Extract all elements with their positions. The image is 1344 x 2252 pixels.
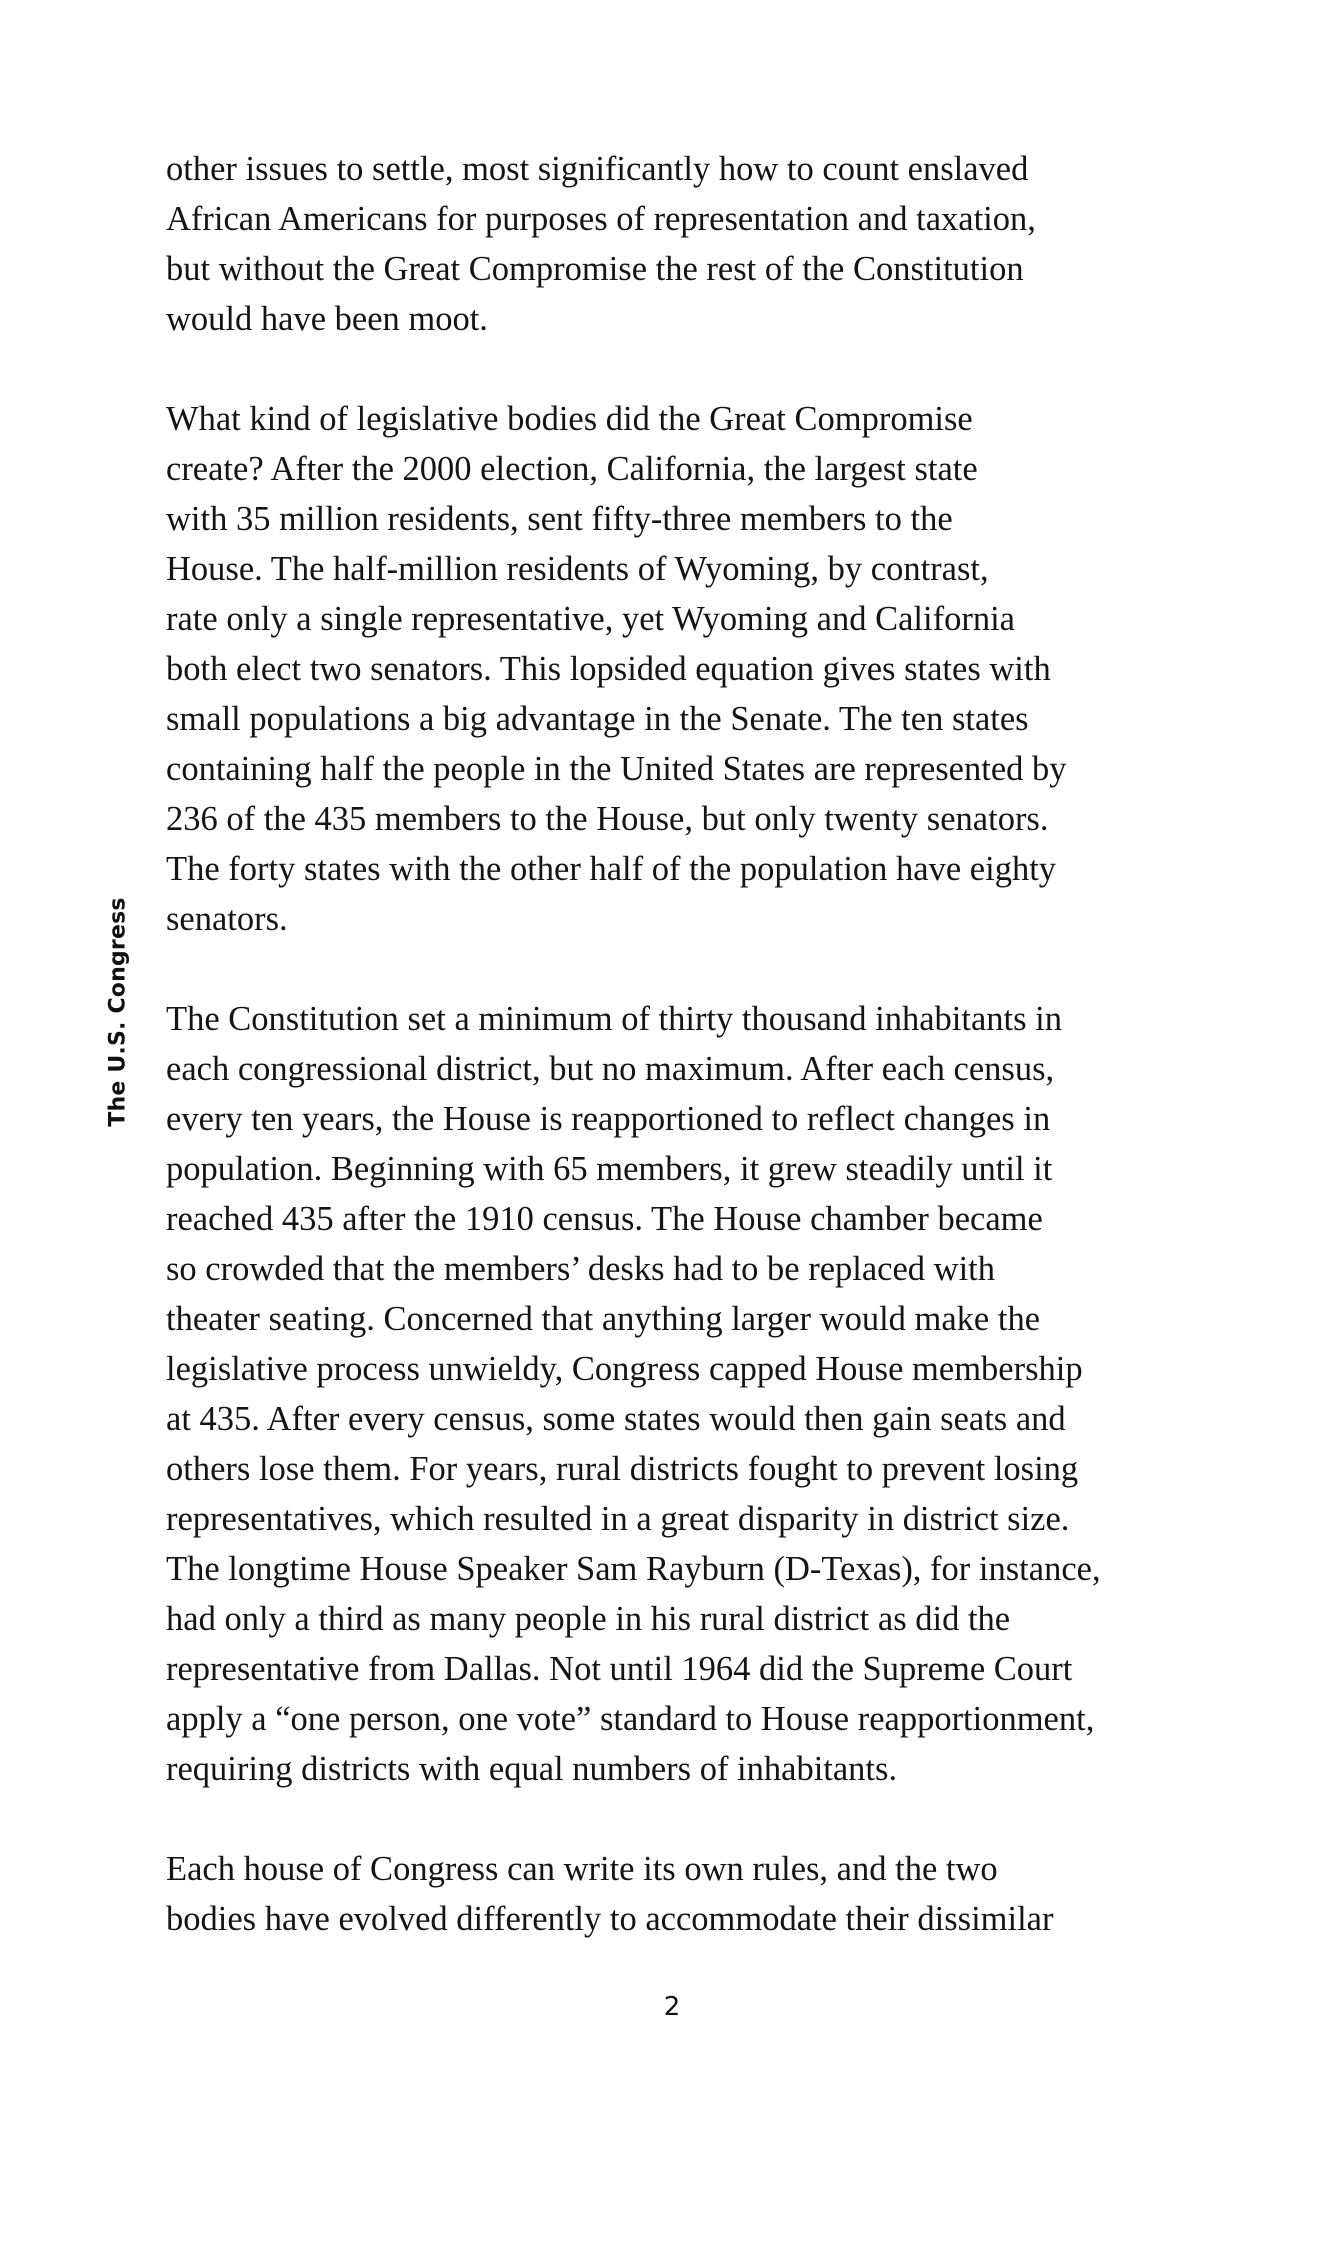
text-line: bodies have evolved differently to accommodate their dissimilar [166, 1900, 1054, 1938]
text-line: so crowded that the members’ desks had to be replaced with [166, 1250, 996, 1288]
text-line: 236 of the 435 members to the House, but only twenty senators. [166, 800, 1049, 838]
text-line: The longtime House Speaker Sam Rayburn (D-Texas), for instance, [166, 1550, 1101, 1588]
text-line: The forty states with the other half of the population have eighty [166, 850, 1057, 888]
text-line: population. Beginning with 65 members, it grew steadily until it [166, 1150, 1053, 1188]
page-number: 2 [663, 1992, 681, 2022]
text-line: but without the Great Compromise the rest of the Constitution [166, 250, 1024, 288]
paragraph-4 [166, 1844, 1226, 1944]
text-line: representative from Dallas. Not until 1964 did the Supreme Court [166, 1650, 1073, 1688]
text-line: both elect two senators. This lopsided equation gives states with [166, 650, 1051, 688]
text-line: containing half the people in the United States are represented by [166, 750, 1067, 788]
text-line: at 435. After every census, some states would then gain seats and [166, 1400, 1066, 1438]
body-text [166, 144, 1226, 1944]
text-line: The Constitution set a minimum of thirty thousand inhabitants in [166, 1000, 1062, 1038]
text-line: apply a “one person, one vote” standard to House reapportionment, [166, 1700, 1095, 1738]
text-line: every ten years, the House is reapportioned to reflect changes in [166, 1100, 1051, 1138]
paragraph-2 [166, 394, 1226, 944]
text-line: Each house of Congress can write its own rules, and the two [166, 1850, 998, 1888]
text-line: theater seating. Concerned that anything larger would make the [166, 1300, 1041, 1338]
text-line: had only a third as many people in his rural district as did the [166, 1600, 1011, 1638]
text-line: others lose them. For years, rural districts fought to prevent losing [166, 1450, 1079, 1488]
text-line: would have been moot. [166, 300, 488, 338]
text-line: small populations a big advantage in the Senate. The ten states [166, 700, 1029, 738]
text-line: other issues to settle, most significantly how to count enslaved [166, 150, 1029, 188]
text-line: each congressional district, but no maximum. After each census, [166, 1050, 1055, 1088]
running-head: The U.S. Congress [105, 897, 131, 1127]
text-line: House. The half-million residents of Wyoming, by contrast, [166, 550, 989, 588]
text-line: What kind of legislative bodies did the Great Compromise [166, 400, 973, 438]
text-line: African Americans for purposes of representation and taxation, [166, 200, 1036, 238]
text-line: senators. [166, 900, 288, 938]
text-line: legislative process unwieldy, Congress capped House membership [166, 1350, 1083, 1388]
text-line: create? After the 2000 election, California, the largest state [166, 450, 978, 488]
text-line: with 35 million residents, sent fifty-three members to the [166, 500, 953, 538]
text-line: reached 435 after the 1910 census. The House chamber became [166, 1200, 1043, 1238]
text-line: requiring districts with equal numbers of inhabitants. [166, 1750, 898, 1788]
text-line: rate only a single representative, yet Wyoming and California [166, 600, 1015, 638]
paragraph-1 [166, 144, 1226, 344]
text-line: representatives, which resulted in a great disparity in district size. [166, 1500, 1070, 1538]
paragraph-3 [166, 994, 1226, 1794]
